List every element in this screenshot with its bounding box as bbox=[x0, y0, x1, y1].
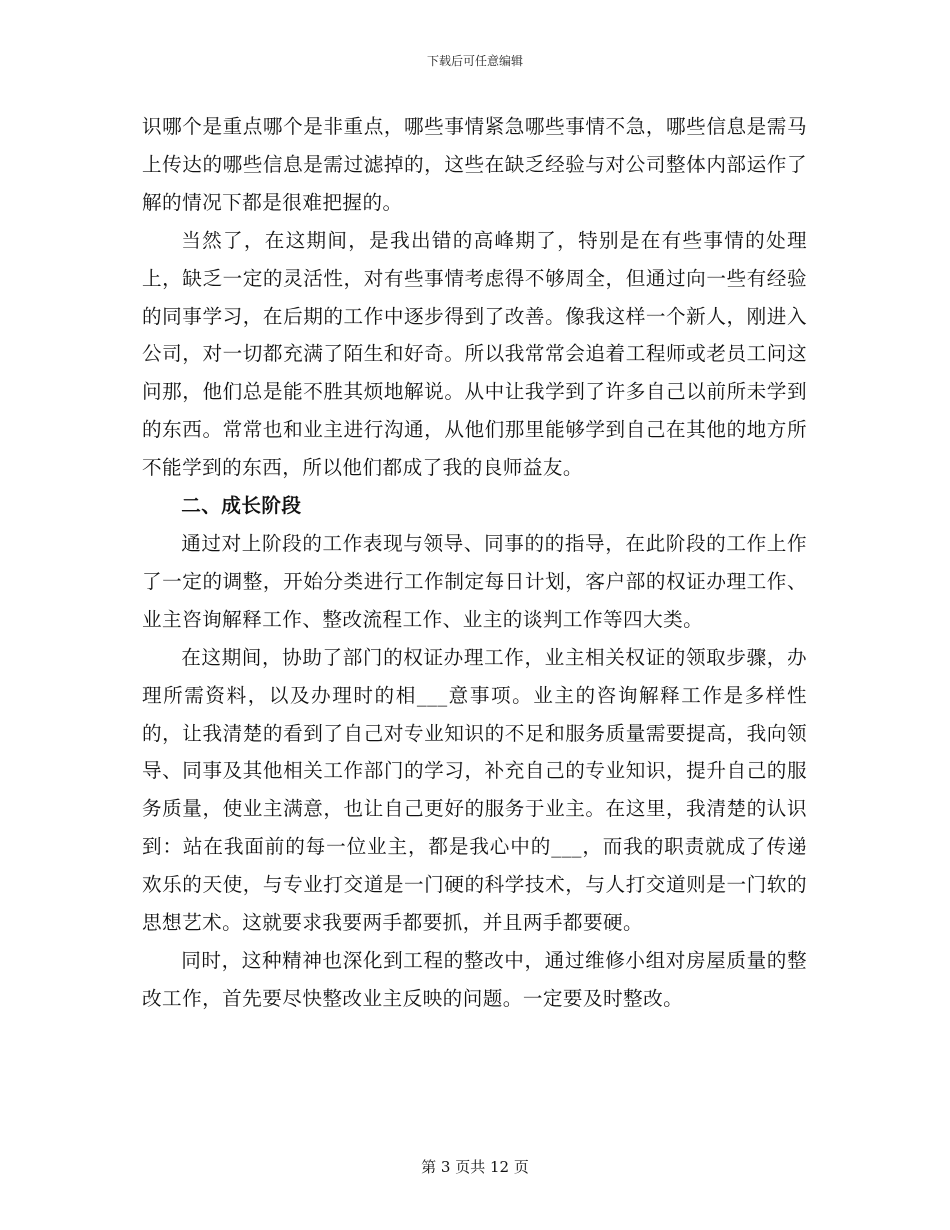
page-number: 第 3 页共 12 页 bbox=[421, 1158, 529, 1176]
paragraph-continuation: 识哪个是重点哪个是非重点，哪些事情紧急哪些事情不急，哪些信息是需马上传达的哪些信息是需过滤掉的，这些在缺乏经验与对公司整体内部运作了解的情况下都是很难把握的。 bbox=[142, 115, 807, 214]
paragraph-rectification: 同时，这种精神也深化到工程的整改中，通过维修小组对房屋质量的整改工作，首先要尽快整改业主反映的问题。一定要及时整改。 bbox=[142, 948, 807, 1010]
paragraph-certificates: 在这期间，协助了部门的权证办理工作，业主相关权证的领取步骤，办理所需资料，以及办理时的相___意事项。业主的咨询解释工作是多样性的，让我清楚的看到了自己对专业知识的不足和服务质量需要提高，我向领导、同事及其他相关工作部门的学习，补充自己的专业知识，提升自己的服务质量，使业主满意，也让自己更好的服务于业主。在这里，我清楚的认识到：站在我面前的每一位业主，都是我心中的___，而我的职责就成了传递欢乐的天使，与专业打交道是一门硬的科学技术，与人打交道则是一门软的思想艺术。这就要求我要两手都要抓，并且两手都要硬。 bbox=[142, 645, 807, 935]
paragraph-mistakes: 当然了，在这期间，是我出错的高峰期了，特别是在有些事情的处理上，缺乏一定的灵活性，对有些事情考虑得不够周全，但通过向一些有经验的同事学习，在后期的工作中逐步得到了改善。像我这样一个新人，刚进入公司，对一切都充满了陌生和好奇。所以我常常会追着工程师或老员工问这问那，他们总是能不胜其烦地解说。从中让我学到了许多自己以前所未学到的东西。常常也和业主进行沟通，从他们那里能够学到自己在其他的地方所不能学到的东西，所以他们都成了我的良师益友。 bbox=[142, 228, 807, 480]
section-heading-growth-stage: 二、成长阶段 bbox=[181, 494, 302, 518]
paragraph-adjustment: 通过对上阶段的工作表现与领导、同事的的指导，在此阶段的工作上作了一定的调整，开始分类进行工作制定每日计划，客户部的权证办理工作、业主咨询解释工作、整改流程工作、业主的谈判工作等四大类。 bbox=[142, 531, 807, 631]
page-header: 下载后可任意编辑 bbox=[426, 54, 523, 68]
document-body bbox=[142, 108, 807, 1018]
